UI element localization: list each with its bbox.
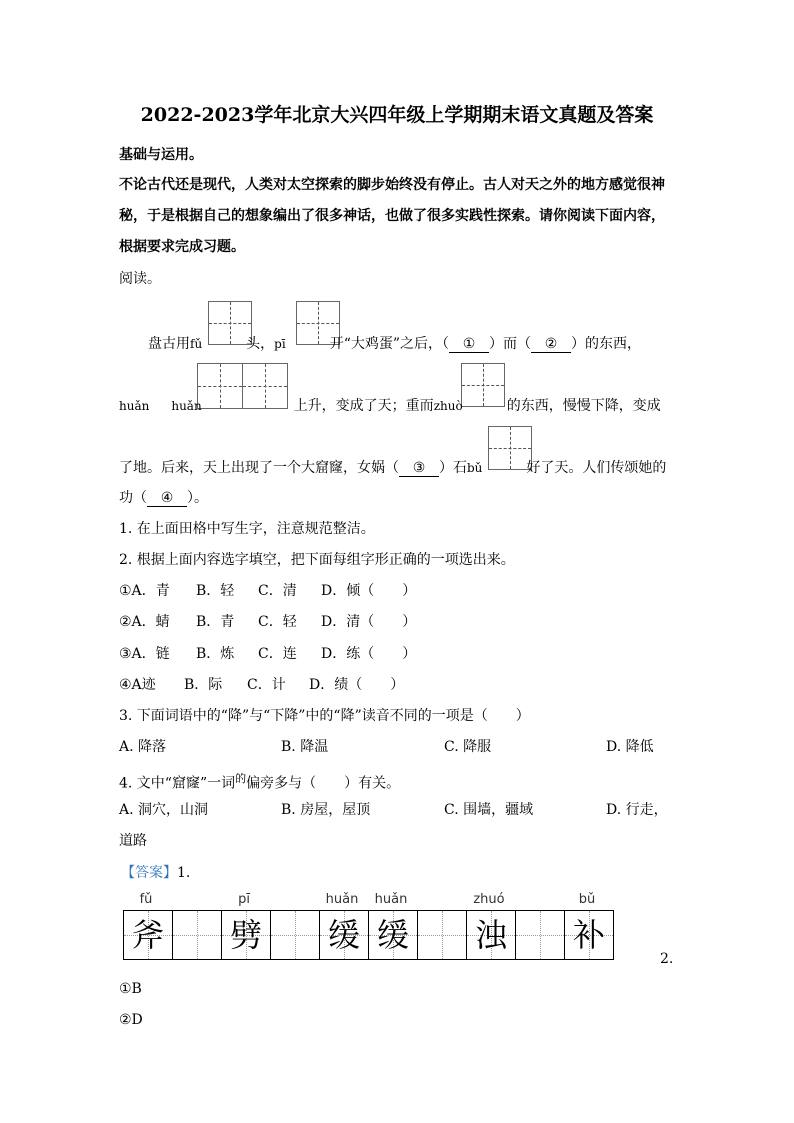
answer-pinyin: zhuó — [473, 892, 505, 907]
grid-cell — [516, 911, 565, 959]
blank-1[interactable]: ① — [449, 337, 489, 353]
intro-line: 根据要求完成习题。 — [119, 239, 245, 255]
intro-line: 秘，于是根据自己的想象编出了很多神话，也做了很多实践性探索。请你阅读下面内容， — [119, 208, 665, 224]
question-1: 1. 在上面田格中写生字，注意规范整洁。 — [119, 521, 375, 537]
passage-line: 盘古用fǔ 头，pī 开“大鸡蛋”之后，（ ① ）而（ ② ）的东西， — [148, 336, 642, 352]
grid-cell — [418, 911, 467, 959]
grid-cell: 补 — [565, 911, 614, 959]
document-page: 2022-2023学年北京大兴四年级上学期期末语文真题及答案 基础与运用。 不论古代还是现代，人类对太空探索的脚步始终没有停止。古人对天之外的地方感觉很神 秘，于是根据自己的想象编出了很多神话，也做了很多实践性探索。请你阅读下面内容， 根据要求完成习题。 阅读。 盘古用fǔ 头，pī 开“大鸡蛋”之后，（ ① ）而（ ② ）的东西， huǎn huǎn 上升，变成了天；重而zhuò 的东西，慢慢下降，变成 了地。后来，天上出现了一个大窟窿，女娲（ ③ ）石bǔ 好了天。人们传颂她的 功（ ④ ）。 1. 在上面田格中写生字，注意规范整洁。 2. 根据上面内容选字填空，把下面每组字形正确的一项选出来。 ①A．青 B．轻 C．清 D．倾（ ） ②A．蜻 B．青 C．轻 D．清（ ） ③A．链 B．炼 C．连 D．练（ ） ④A迹 B．际 C．计 D．绩（ ） 3. 下面词语中的“降”与“下降”中的“降”读音不同的一项是（ ） A. 降落 B. 降温 C. 降服 D. 降低 4. 文中“窟窿”一词$^的$偏旁多与（ ）有关。 A. 洞穴，山洞 B. 房屋，屋顶 C. 围墙，疆域 D. 行走， 道路 【答案】1. fǔ pī huǎn huǎn zhuó bǔ 斧 劈 缓 缓 浊 补 2. ①B ②D — [0, 0, 794, 1123]
answer-pinyin: huǎn — [325, 892, 359, 907]
answer-pinyin: bǔ — [578, 892, 596, 907]
grid-cell: 浊 — [467, 911, 516, 959]
question-3: 3. 下面词语中的“降”与“下降”中的“降”读音不同的一项是（ ） — [119, 708, 530, 724]
option-continuation: 道路 — [119, 833, 147, 849]
answer-pinyin: huǎn — [374, 892, 408, 907]
section-heading: 基础与运用。 — [119, 147, 203, 163]
blank-2[interactable]: ② — [531, 337, 571, 353]
question-2: 2. 根据上面内容选字填空，把下面每组字形正确的一项选出来。 — [119, 552, 515, 568]
page-title: 2022-2023学年北京大兴四年级上学期期末语文真题及答案 — [140, 104, 654, 126]
answer-pinyin: fǔ — [139, 892, 153, 907]
blank-4[interactable]: ④ — [147, 491, 187, 507]
grid-cell: 缓 — [320, 911, 369, 959]
grid-cell: 斧 — [124, 911, 173, 959]
grid-cell: 缓 — [369, 911, 418, 959]
question-4: 4. 文中“窟窿”一词$^的$偏旁多与（ ）有关。 — [119, 772, 401, 792]
answer-item: ①B — [119, 981, 142, 997]
answer-heading: 【答案】1. — [121, 865, 191, 881]
intro-line: 不论古代还是现代，人类对太空探索的脚步始终没有停止。古人对天之外的地方感觉很神 — [119, 177, 665, 193]
answer-pinyin: pī — [238, 892, 250, 907]
grid-cell — [173, 911, 222, 959]
answer-2-label: 2. — [660, 951, 674, 967]
passage-line: 功（ ④ ）。 — [119, 490, 208, 506]
grid-cell: 劈 — [222, 911, 271, 959]
answer-item: ②D — [119, 1012, 143, 1028]
passage-line: huǎn huǎn 上升，变成了天；重而zhuò 的东西，慢慢下降，变成 — [119, 398, 661, 414]
grid-cell — [271, 911, 320, 959]
answer-grid — [123, 910, 614, 960]
passage-line: 了地。后来，天上出现了一个大窟窿，女娲（ ③ ）石bǔ 好了天。人们传颂她的 — [119, 460, 667, 476]
blank-3[interactable]: ③ — [399, 461, 439, 477]
read-label: 阅读。 — [119, 271, 161, 287]
